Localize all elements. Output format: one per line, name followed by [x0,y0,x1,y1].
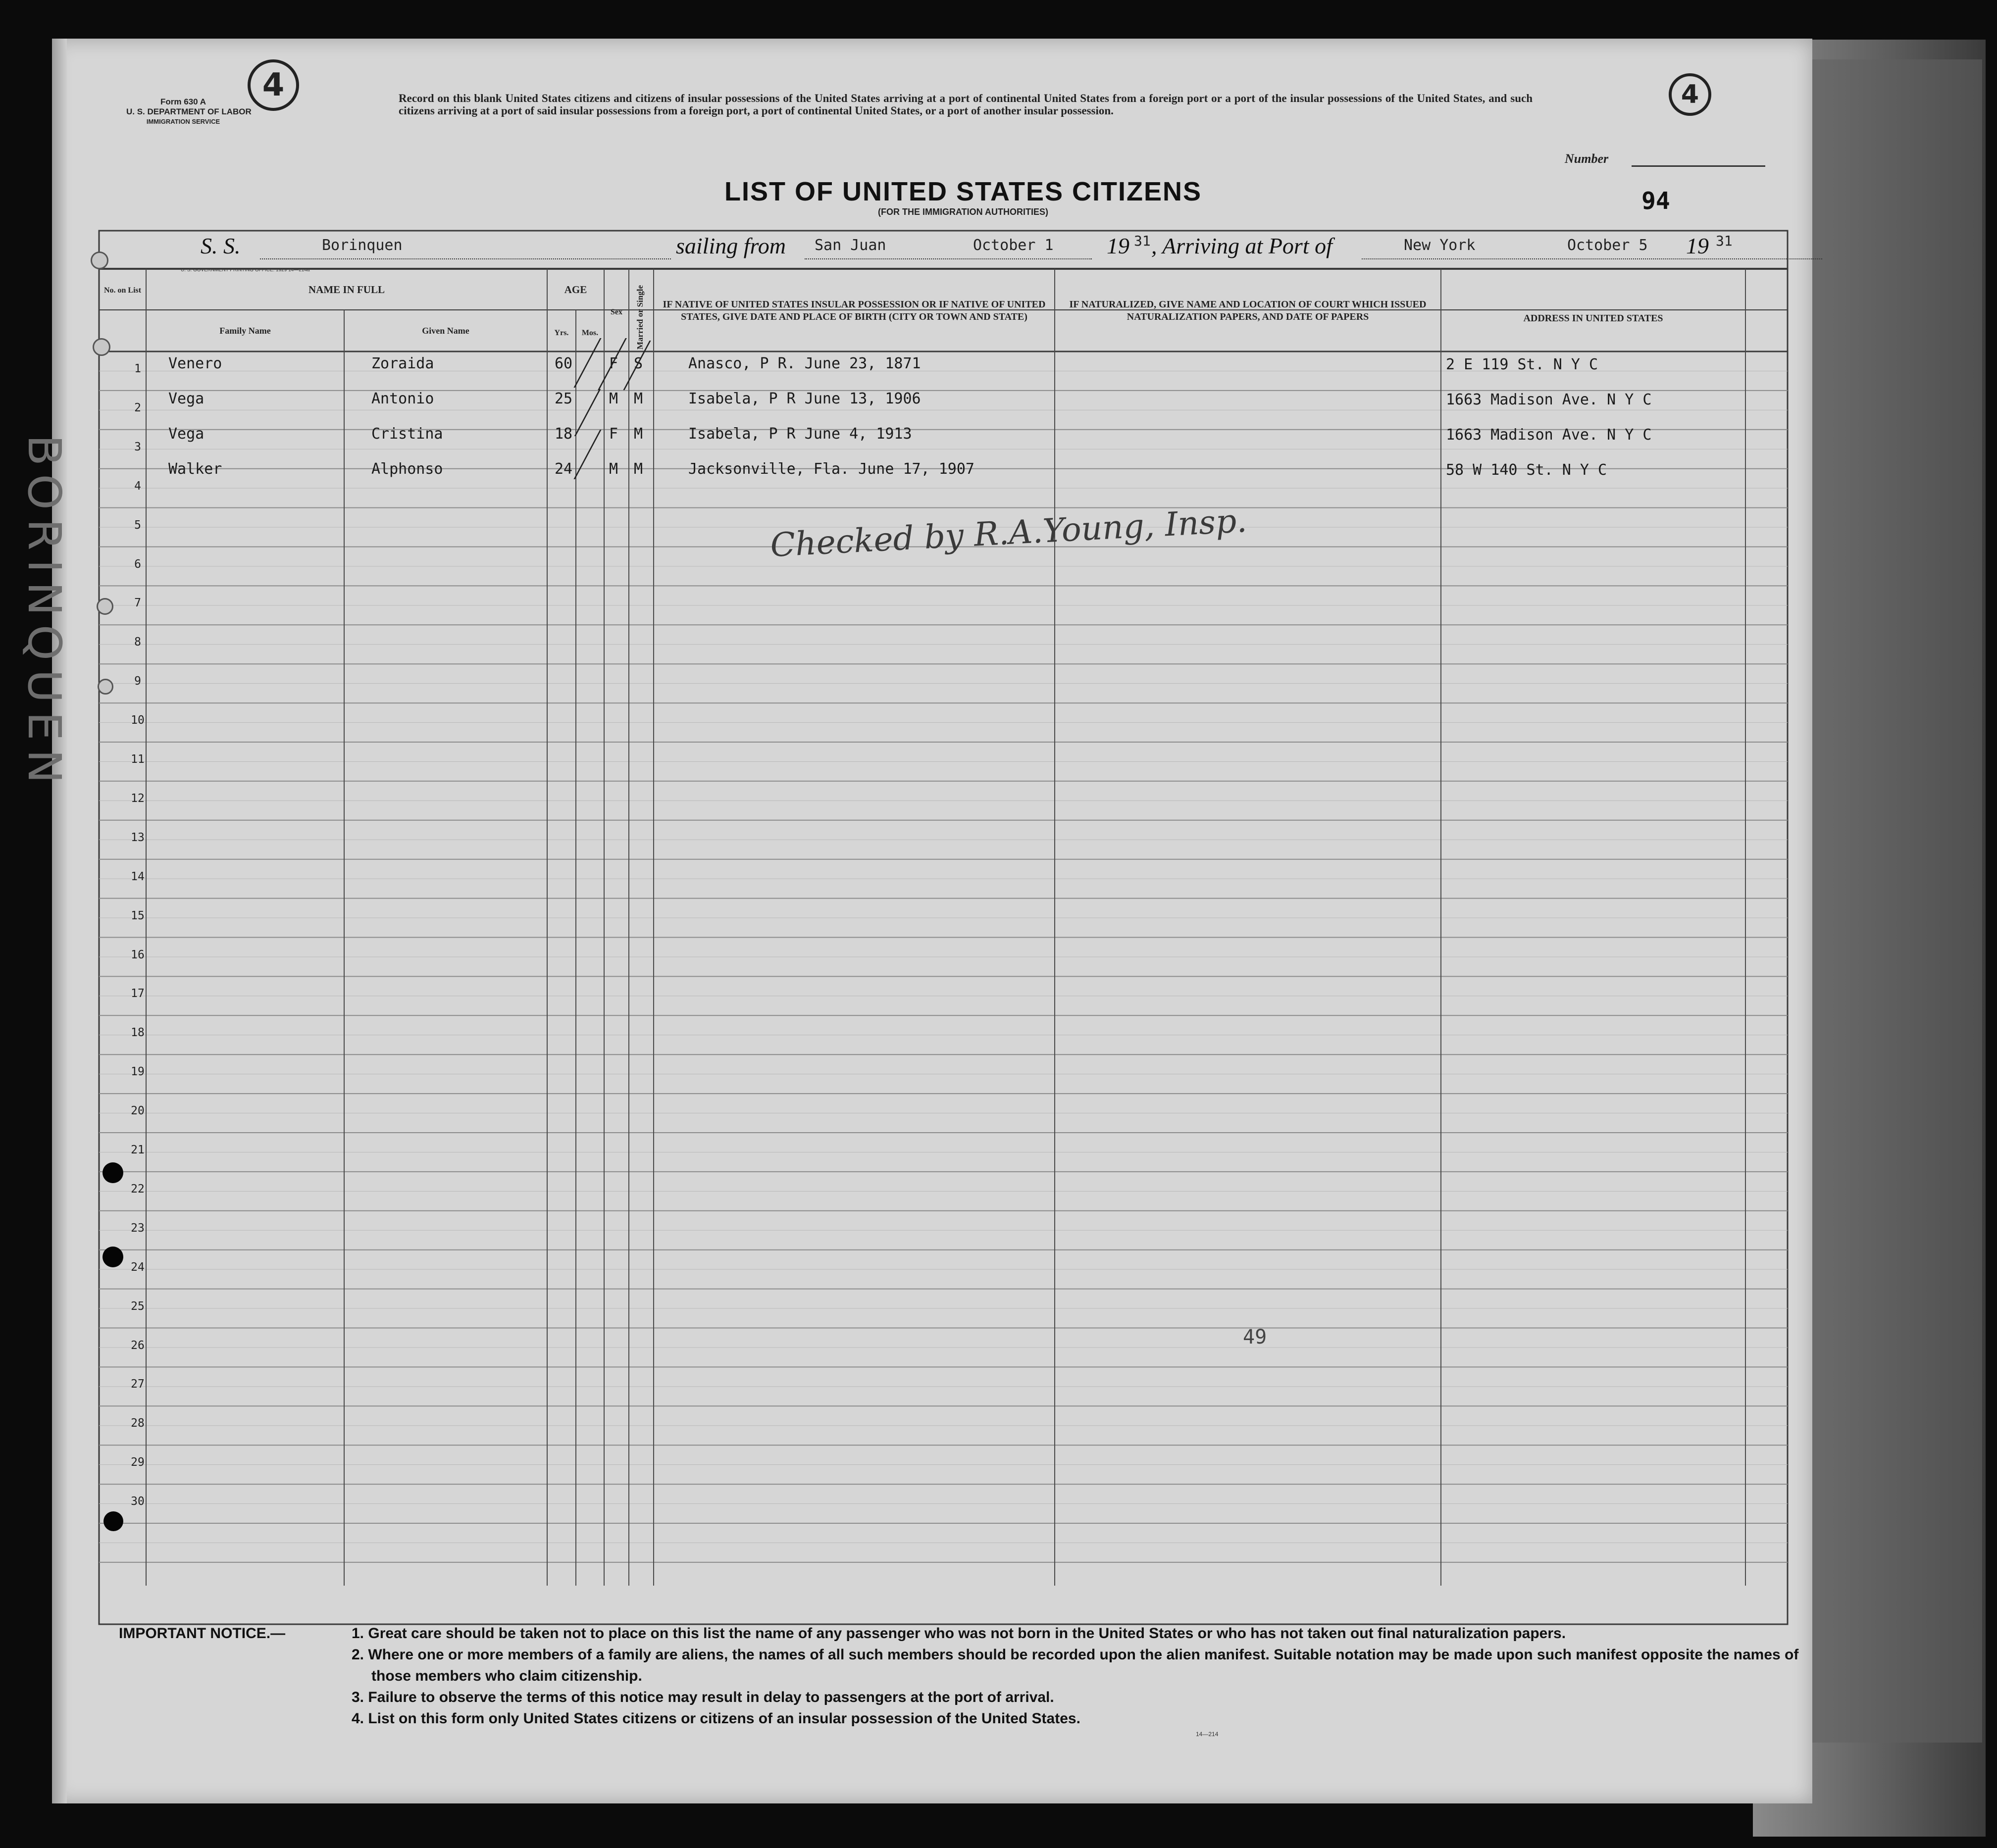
arrival-date: October 5 [1567,237,1648,254]
row-number: 23 [131,1221,145,1235]
given-name: Zoraida [371,355,434,372]
header-married-or-single: Married or Single [635,285,645,350]
punch-hole [102,1247,123,1267]
row-number: 5 [134,518,141,532]
ship-name: Borinquen [322,237,403,254]
sex: M [609,390,618,407]
age-years: 60 [555,355,573,372]
sex: M [609,460,618,478]
row-number: 8 [134,636,141,649]
row-number: 21 [131,1144,145,1156]
row-number: 11 [131,753,145,766]
us-address: 2 E 119 St. N Y C [1446,356,1598,373]
arriving-label: , Arriving at Port of [1151,233,1332,258]
given-name: Alphonso [371,460,443,478]
from-port: San Juan [815,237,886,254]
us-address: 1663 Madison Ave. N Y C [1446,426,1652,444]
row-number: 13 [131,831,145,844]
us-address: 58 W 140 St. N Y C [1446,461,1607,479]
row-number: 22 [131,1182,145,1196]
header-months: Mos. [581,329,599,337]
row-number: 25 [131,1299,145,1313]
inspector-signature: Checked by R.A.Young, Insp. [769,501,1248,565]
age-years: 18 [555,425,573,443]
row-number: 6 [134,557,141,571]
header-place-of-birth: IF NATIVE OF UNITED STATES INSULAR POSSESSION OR IF NATIVE OF UNITED STATES, GIVE DATE AND PLACE OF BIRTH (CITY OR TOWN AND STATE) [663,299,1046,322]
given-name: Antonio [371,390,434,407]
manifest-page [18,39,1812,1803]
form-number: Form 630 A [160,97,206,106]
sex: F [609,355,618,372]
row-number: 27 [131,1378,145,1391]
header-naturalization: IF NATURALIZED, GIVE NAME AND LOCATION OF COURT WHICH ISSUED NATURALIZATION PAPERS, AND DATE OF PAPERS [1069,299,1427,322]
departure-year: 31 [1134,233,1151,249]
header-address: ADDRESS IN UNITED STATES [1523,313,1663,324]
row-number: 16 [131,948,145,961]
arrival-year-prefix: 19 [1686,233,1709,258]
row-number: 9 [134,675,141,688]
number-label: Number [1565,151,1609,166]
row-number: 20 [131,1104,145,1118]
circled-sheet-number-right: 4 [1669,73,1711,116]
header-name-in-full: NAME IN FULL [308,284,385,296]
row-number: 1 [134,362,141,375]
header-sex: Sex [611,308,622,316]
punch-hole [102,1162,123,1183]
marital-status: M [634,425,643,443]
row-number: 29 [131,1456,145,1469]
row-number: 28 [131,1417,145,1430]
birth-place-date: Anasco, P R. June 23, 1871 [688,355,921,372]
family-name: Walker [168,460,222,478]
header-age: AGE [564,284,587,296]
punch-hole [97,598,113,615]
punch-hole [93,338,110,356]
marital-status: S [634,355,643,372]
punch-hole [98,679,113,695]
background-page-edge [1783,59,1982,1743]
arrival-year: 31 [1716,233,1733,249]
stamp-number: 49 [1243,1326,1267,1349]
printer-line: U. S. GOVERNMENT PRINTING OFFICE: 1929 14—214a [181,267,310,273]
row-number: 17 [131,987,145,1000]
departure-date: October 1 [973,237,1054,254]
notice-item: 1. Great care should be taken not to place on this list the name of any passenger who was not born in the United States or who has not taken out final naturalization papers. [352,1625,1566,1642]
row-number: 2 [134,401,141,414]
row-number: 15 [131,909,145,922]
row-number: 18 [131,1026,145,1040]
ss-label: S. S. [201,233,241,258]
marital-status: M [634,390,643,407]
family-name: Venero [168,355,222,372]
us-address: 1663 Madison Ave. N Y C [1446,391,1652,408]
birth-place-date: Isabela, P R June 13, 1906 [688,390,921,407]
row-number: 10 [131,714,145,727]
notice-item: 4. List on this form only United States citizens or citizens of an insular possession of the United States. [352,1710,1080,1727]
row-number: 14 [131,870,145,883]
service-name: IMMIGRATION SERVICE [146,118,220,125]
page-subtitle: (FOR THE IMMIGRATION AUTHORITIES) [878,207,1048,217]
department-name: U. S. DEPARTMENT OF LABOR [126,107,252,116]
list-number: 94 [1641,187,1670,215]
header-years: Yrs. [554,329,569,337]
page-title: LIST OF UNITED STATES CITIZENS [724,177,1202,206]
row-number: 4 [134,479,141,493]
header-no-on-list: No. on List [103,286,142,295]
row-number: 7 [134,597,141,610]
notice-heading: IMPORTANT NOTICE.— [119,1625,286,1642]
form-footer-code: 14—214 [1196,1731,1219,1738]
birth-place-date: Jacksonville, Fla. June 17, 1907 [688,460,974,478]
age-years: 25 [555,390,573,407]
sex: F [609,425,618,443]
row-number: 24 [131,1260,145,1274]
row-number: 26 [131,1339,145,1352]
row-number: 12 [131,792,145,805]
form-instructions: Record on this blank United States citizens and citizens of insular possessions of the United States arriving at a port of continental United States from a foreign port or a port of the insular possessions of the United States, and such citizens arriving at a port of said insular possessions from a foreign port, a port of continental United States, or a port of another insular possession. [399,92,1533,117]
age-years: 24 [555,460,573,478]
header-family-name: Family Name [219,326,271,336]
family-name: Vega [168,425,205,443]
notice-list [352,1623,1817,1729]
row-number: 3 [134,440,141,453]
notice-item: 2. Where one or more members of a family are aliens, the names of all such members should be recorded upon the alien manifest. Suitable notation may be made upon such manifest opposite the names of those members who claim citizenship. [352,1647,1799,1684]
row-number: 30 [131,1495,145,1508]
given-name: Cristina [371,425,443,443]
punch-hole [91,251,108,269]
sailing-from-label: sailing from [676,233,786,258]
arrival-port: New York [1404,237,1476,254]
notice-item: 3. Failure to observe the terms of this notice may result in delay to passengers at the port of arrival. [352,1689,1054,1705]
row-number: 19 [131,1065,145,1079]
punch-hole [103,1511,123,1531]
marital-status: M [634,460,643,478]
departure-year-prefix: 19 [1107,233,1129,258]
spine-ship-name: BORINQUEN [18,435,71,793]
birth-place-date: Isabela, P R June 4, 1913 [688,425,912,443]
circled-sheet-number: 4 [248,59,299,111]
header-given-name: Given Name [422,326,469,336]
family-name: Vega [168,390,205,407]
